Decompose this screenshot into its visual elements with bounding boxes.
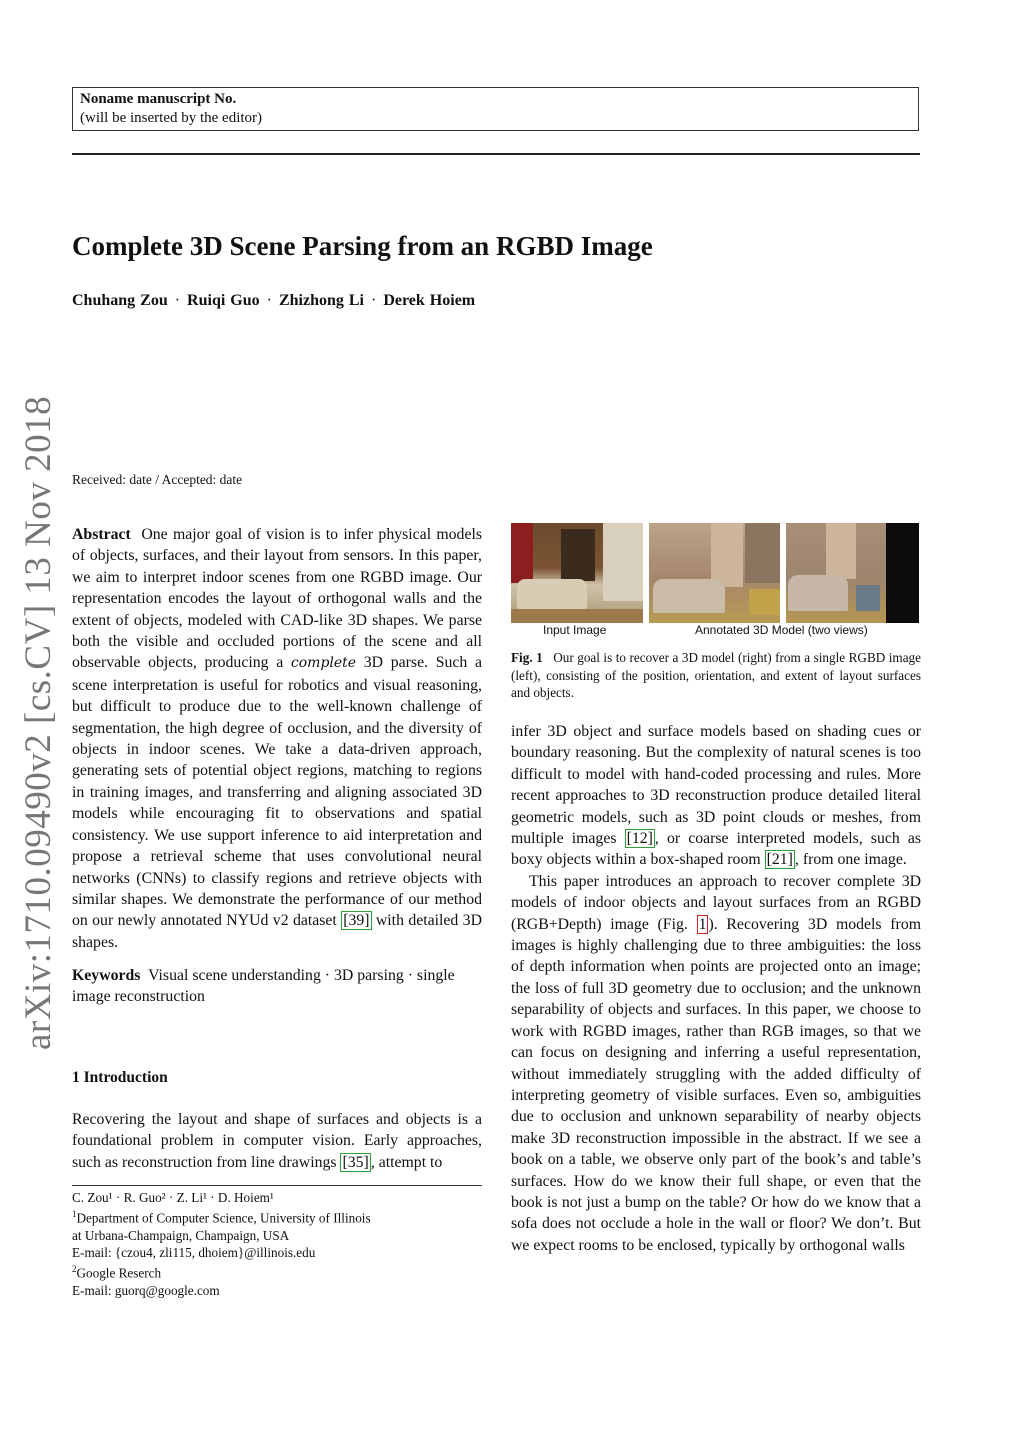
intro-text: Recovering the layout and shape of surfaces and objects is a foundational problem in computer vision. Early approaches, such as reconstruction from line drawings: [72, 1111, 482, 1171]
annotated-model-label: Annotated 3D Model (two views): [695, 623, 868, 637]
citation-link[interactable]: [39]: [343, 912, 370, 930]
header-rule: [72, 153, 920, 155]
affiliation-1-line2: at Urbana-Champaign, Champaign, USA: [72, 1227, 290, 1243]
input-image-label: Input Image: [543, 623, 607, 637]
section-heading: 1 Introduction: [72, 1069, 168, 1086]
figure-1: [511, 523, 919, 623]
figure-labels: [511, 623, 919, 639]
keywords-text: Visual scene understanding · 3D parsing · single image reconstruction: [72, 967, 455, 1006]
annotated-model-view-2: [786, 523, 919, 623]
author-name: Derek Hoiem: [383, 292, 476, 309]
author-separator: ·: [174, 292, 181, 309]
author-separator: ·: [266, 292, 272, 309]
paper-title: Complete 3D Scene Parsing from an RGBD Image: [72, 231, 653, 261]
intro-text: infer 3D object and surface models based on shading cues or boundary reasoning. But the complexity of natural scenes is too difficult to model with hand-coded processing and rules. More recent approaches to 3D reconstruction produce detailed literal geometric models, such as 3D point clouds or meshes, from multiple images: [511, 723, 921, 848]
abstract: [72, 524, 482, 953]
author-list: [72, 292, 475, 310]
author-footnote: [72, 1189, 492, 1299]
intro-text: , attempt to: [370, 1153, 443, 1171]
caption-label: Fig. 1: [511, 650, 543, 665]
input-image-photo: [511, 523, 643, 623]
figure-caption: [511, 649, 921, 702]
footnote-rule: [72, 1185, 482, 1186]
author-separator: ·: [371, 292, 377, 309]
affiliation-marker: 1: [72, 1209, 77, 1220]
author-name: Ruiqi Guo: [187, 292, 260, 309]
abstract-text: 3D parse. Such a scene interpretation is useful for robotics and visual reasoning, but difficult to produce due to the well-known challenge of segmentation, the high degree of occlusion, and the diversity of objects in indoor scenes. We take a data-driven approach, generating sets of potential object regions, matching to regions in training images, and transferring and aligning associated 3D models while encouraging fit to observations and spatial consistency. We use support inference to aid interpretation and propose a retrieval scheme that uses convolutional neural networks (CNNs) to classify regions and retrieve objects with similar shapes. We demonstrate the performance of our method on our newly annotated NYUd v2 dataset: [72, 654, 482, 930]
email-2: E-mail: guorq@google.com: [72, 1282, 220, 1298]
abstract-text: with detailed 3D shapes.: [72, 912, 482, 951]
email-1: E-mail: {czou4, zli115, dhoiem}@illinois.edu: [72, 1245, 316, 1260]
author-name: Zhizhong Li: [278, 292, 364, 309]
abstract-italic-term: complete: [290, 655, 357, 672]
arxiv-sidebar-stamp: arXiv:1710.09490v2 [cs.CV] 13 Nov 2018: [18, 395, 59, 1050]
editor-note: (will be inserted by the editor): [80, 110, 263, 126]
affiliation-2: Google Reserch: [76, 1265, 162, 1281]
manuscript-number: Noname manuscript No.: [80, 91, 237, 107]
caption-text: Our goal is to recover a 3D model (right) from a single RGBD image (left), consisting of the position, orientation, and extent of layout surfaces and objects.: [511, 650, 921, 700]
received-date: Received: date / Accepted: date: [72, 472, 243, 487]
abstract-label: Abstract: [72, 526, 131, 543]
citation-link[interactable]: [35]: [342, 1153, 369, 1171]
intro-text: , from one image.: [794, 851, 907, 869]
annotated-model-view-1: [649, 523, 780, 623]
citation-link[interactable]: [12]: [626, 830, 653, 848]
affiliation-marker: 2: [72, 1264, 77, 1275]
intro-continuation: [511, 721, 921, 1256]
editor-note-box: [72, 87, 919, 131]
keywords-label: Keywords: [72, 967, 141, 984]
author-name: Chuhang Zou: [72, 292, 168, 309]
footnote-authors: C. Zou¹ · R. Guo² · Z. Li¹ · D. Hoiem¹: [72, 1190, 274, 1205]
affiliation-1: Department of Computer Science, University of Illinois: [76, 1210, 371, 1226]
intro-text: ). Recovering 3D models from images is highly challenging due to three ambiguities: the loss of depth information when points are projected onto an image; the loss of full 3D geometry due to occlusion; and the unknown separability of objects and surfaces. In this paper, we choose to work with RGBD images, rather than RGB images, so that we can focus on designing and inferring a useful representation, without immediately struggling with the added difficulty of interpreting geometry of visible surfaces. Even so, ambiguities due to occlusion and unknown separability of nearby objects make 3D reconstruction impossible in the abstract. If we see a book on a table, we observe only part of the book’s and table’s surfaces. How do we know their full shape, or even that the book is not just a bump on the table? Or how do we know that a sofa does not occlude a hole in the wall or floor? We don’t. But we expect rooms to be enclosed, typically by orthogonal walls: [511, 915, 922, 1254]
keywords: [72, 965, 482, 1008]
intro-paragraph: [72, 1109, 482, 1173]
intro-text: This paper introduces an approach to recover complete 3D models of indoor objects and layout surfaces from an RGBD (RGB+Depth) image (Fig.: [511, 872, 921, 933]
citation-link[interactable]: [21]: [766, 851, 793, 869]
intro-text: , or coarse interpreted models, such as boxy objects within a box-shaped room: [511, 830, 921, 869]
abstract-text: One major goal of vision is to infer physical models of objects, surfaces, and their layout from sensors. In this paper, we aim to interpret indoor scenes from one RGBD image. Our representation encodes the layout of orthogonal walls and the extent of objects, modeled with CAD-like 3D shapes. We parse both the visible and occluded portions of the scene and all observable objects, producing a: [72, 526, 482, 672]
figure-reference-link[interactable]: 1: [698, 915, 707, 933]
